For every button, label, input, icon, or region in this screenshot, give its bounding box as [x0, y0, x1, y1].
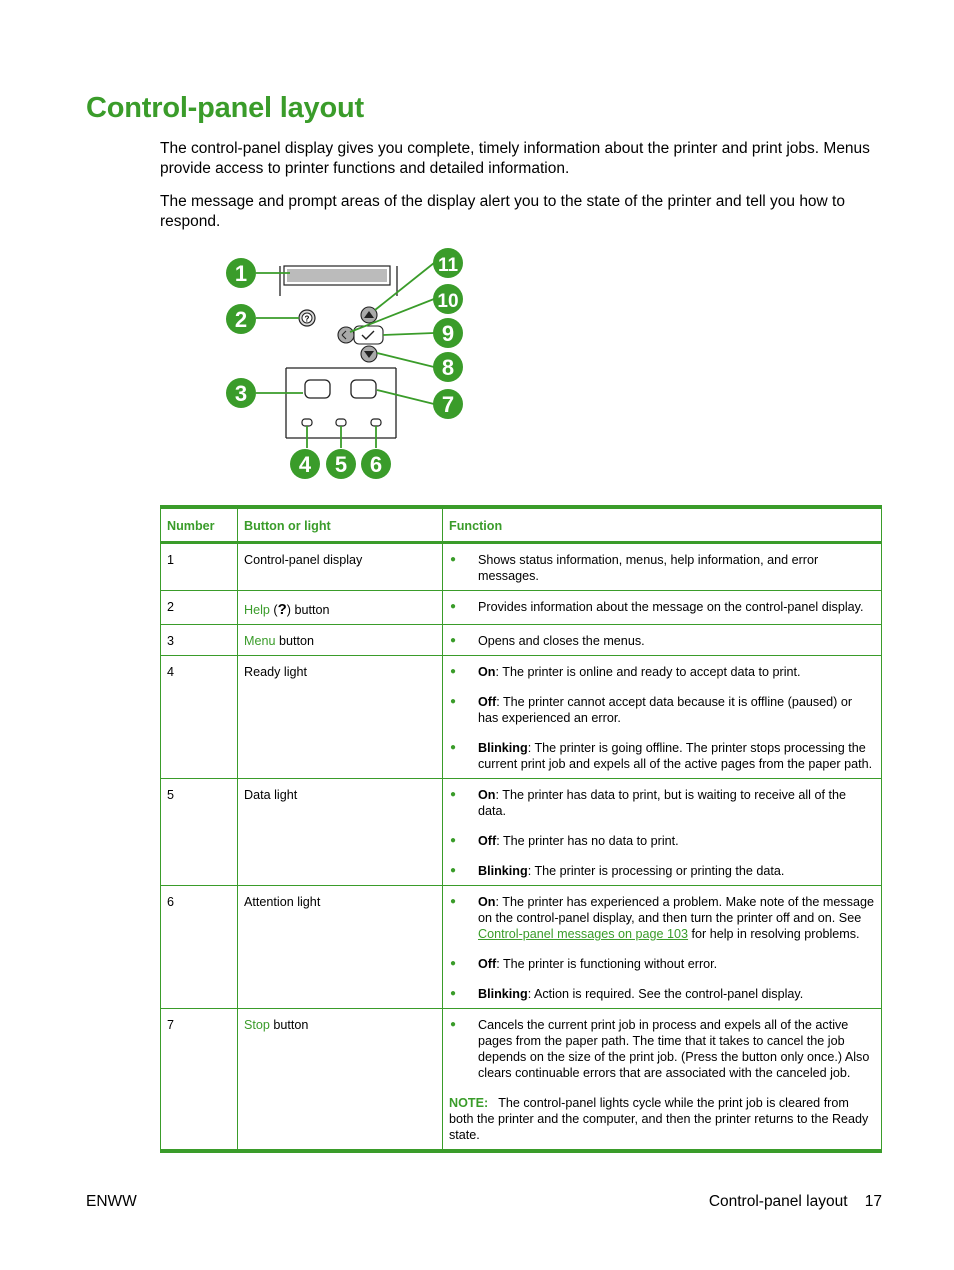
footer-left: ENWW [86, 1193, 137, 1210]
row-name: Ready light [238, 656, 443, 779]
row-number: 5 [161, 779, 238, 886]
name-rest: button [269, 1018, 309, 1032]
row-name [238, 1009, 443, 1152]
stop-link[interactable]: Stop [244, 1018, 270, 1032]
svg-text:1: 1 [234, 261, 248, 286]
list-item: ● Provides information about the message on the control-panel display. [449, 599, 875, 615]
table-row [161, 543, 882, 591]
row-name [238, 625, 443, 656]
list-item: ● Off: The printer has no data to print. [449, 833, 875, 849]
row-function [443, 591, 882, 625]
note-text: The control-panel lights cycle while the print job is cleared from both the printer and the computer, and then the printer returns to the Ready state. [449, 1096, 869, 1142]
table-header-row [161, 507, 882, 543]
page-title: Control-panel layout [86, 92, 364, 124]
svg-text:5: 5 [334, 452, 348, 477]
list-item: ● Off: The printer is functioning without error. [449, 956, 875, 972]
help-link[interactable]: Help [244, 603, 270, 617]
row-name: Data light [238, 779, 443, 886]
footer-right: Control-panel layout 17 [708, 1193, 882, 1210]
table-row [161, 1009, 882, 1152]
menu-link[interactable]: Menu [244, 634, 276, 648]
control-panel-messages-link[interactable]: Control-panel messages on page 103 [478, 927, 689, 941]
table-row [161, 656, 882, 779]
row-function [443, 543, 882, 591]
callout-4 [290, 449, 320, 479]
help-button-drawing [299, 310, 315, 326]
svg-text:8: 8 [441, 355, 455, 380]
header-function: Function [443, 507, 882, 543]
row-number: 4 [161, 656, 238, 779]
row-number: 2 [161, 591, 238, 625]
svg-text:7: 7 [441, 392, 455, 417]
table-row [161, 625, 882, 656]
nav-buttons [338, 307, 383, 362]
menu-stop-buttons [305, 380, 376, 398]
control-panel-diagram [220, 246, 470, 482]
row-name: Attention light [238, 886, 443, 1009]
help-symbol: ? [304, 314, 310, 324]
svg-text:6: 6 [369, 452, 383, 477]
help-icon: ? [277, 601, 287, 618]
callout-11 [433, 248, 463, 278]
note [449, 1095, 875, 1143]
callout-2 [226, 304, 256, 334]
svg-text:10: 10 [437, 291, 459, 312]
name-open: ( [269, 603, 278, 617]
list-item: ● Shows status information, menus, help information, and error messages. [449, 552, 875, 584]
status-lights [302, 419, 381, 426]
callout-3 [226, 378, 256, 408]
list-item: ● Cancels the current print job in process and expels all of the active pages from the paper path. The time that it takes to cancel the job depends on the size of the print job. (Press the button only once.) Also clears continuable errors that are associated with the canceled job. [449, 1017, 875, 1081]
table-row [161, 779, 882, 886]
callout-9 [433, 318, 463, 348]
row-function [443, 886, 882, 1009]
row-name: Control-panel display [238, 543, 443, 591]
callout-1 [226, 258, 256, 288]
intro-paragraph: The control-panel display gives you complete, timely information about the printer and print jobs. Menus provide access to printer functions and detailed information. [160, 140, 870, 177]
row-name [238, 591, 443, 625]
callout-10 [433, 284, 463, 314]
table-row [161, 591, 882, 625]
row-function [443, 1009, 882, 1152]
panel-outline [280, 266, 397, 438]
callout-5 [326, 449, 356, 479]
control-panel-table [160, 505, 882, 1153]
name-rest: button [275, 634, 315, 648]
list-item: ● Blinking: The printer is going offline. The printer stops processing the current print job and expels all of the active pages from the paper path. [449, 740, 875, 772]
header-button-or-light: Button or light [238, 507, 443, 543]
list-item: ● Blinking: The printer is processing or printing the data. [449, 863, 875, 879]
list-item: ● Blinking: Action is required. See the control-panel display. [449, 986, 875, 1002]
prompt-paragraph: The message and prompt areas of the display alert you to the state of the printer and tell you how to respond. [160, 193, 845, 230]
svg-text:9: 9 [441, 321, 455, 346]
row-function [443, 779, 882, 886]
callout-8 [433, 352, 463, 382]
row-number: 7 [161, 1009, 238, 1152]
svg-text:11: 11 [437, 255, 459, 276]
svg-text:2: 2 [234, 307, 248, 332]
callout-7 [433, 389, 463, 419]
row-function [443, 625, 882, 656]
note-label: NOTE: [449, 1096, 489, 1110]
display-screen [284, 266, 390, 285]
list-item: ● On: The printer has data to print, but is waiting to receive all of the data. [449, 787, 875, 819]
svg-text:3: 3 [234, 381, 248, 406]
row-number: 1 [161, 543, 238, 591]
header-number: Number [161, 507, 238, 543]
row-function [443, 656, 882, 779]
callout-6 [361, 449, 391, 479]
table-row [161, 886, 882, 1009]
name-rest: ) button [286, 603, 330, 617]
svg-text:4: 4 [298, 452, 312, 477]
list-item: ● On: The printer is online and ready to accept data to print. [449, 664, 875, 680]
row-number: 6 [161, 886, 238, 1009]
list-item: ● Off: The printer cannot accept data because it is offline (paused) or has experienced an error. [449, 694, 875, 726]
list-item: ● On: The printer has experienced a problem. Make note of the message on the control-panel display, and then turn the printer off and on. See Control-panel messages on page 103 for help in resolving problems. [449, 894, 875, 942]
list-item: ● Opens and closes the menus. [449, 633, 875, 649]
row-number: 3 [161, 625, 238, 656]
